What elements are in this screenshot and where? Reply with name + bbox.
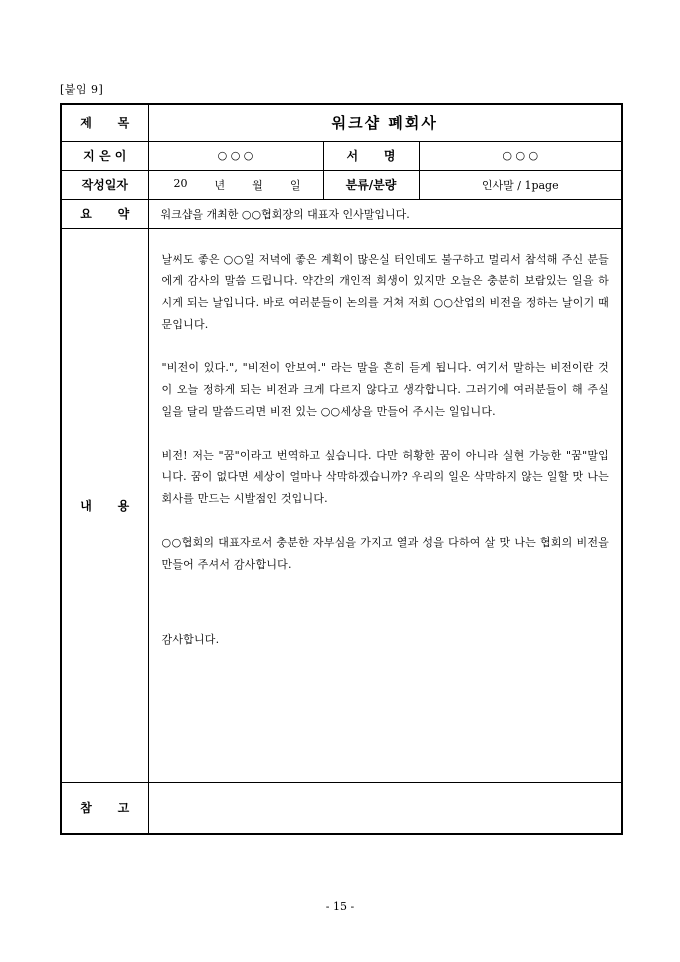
summary-value: 워크샵을 개최한 ○○협회장의 대표자 인사말입니다. (148, 199, 622, 228)
content-row (61, 228, 622, 782)
date-year: 20 (173, 176, 188, 190)
note-value (148, 782, 622, 834)
page-number: - 15 - (325, 900, 355, 913)
attachment-label: [붙임 9] (60, 83, 104, 96)
content-paragraph-3: 비전! 저는 "꿈"이라고 번역하고 싶습니다. 다만 허황한 꿈이 아니라 실현 가능한 "꿈"말입니다. 꿈이 없다면 세상이 얼마나 삭막하겠습니까? 우리의 일은 삭막하지 않는 일할 맛 나는 회사를 만드는 시발점인 것입니다. (161, 448, 609, 506)
content-label: 내 용 (61, 228, 148, 782)
sign-label: 서 명 (323, 141, 419, 170)
author-value: ○ ○ ○ (148, 141, 323, 170)
date-month-unit: 월 (252, 178, 263, 192)
content-paragraph-1: 날씨도 좋은 ○○일 저녁에 좋은 계획이 많은실 터인데도 불구하고 멀리서 참석해 주신 분들에게 감사의 말씀 드립니다. 약간의 개인적 희생이 있지만 오늘은 충분히 보람있는 일을 하시게 되는 날입니다. 바로 여러분들이 논의를 거쳐 저희 ○○산업의 비전을 정하는 날이기 때문입니다. (161, 252, 609, 331)
author-label: 지 은 이 (61, 141, 148, 170)
date-label: 작성일자 (61, 170, 148, 199)
title-row (61, 104, 622, 141)
category-label: 분류/분량 (323, 170, 419, 199)
note-row (61, 782, 622, 834)
content-closing: 감사합니다. (161, 633, 220, 647)
date-year-unit: 년 (214, 178, 226, 192)
summary-row (61, 199, 622, 228)
note-label: 참 고 (61, 782, 148, 834)
content-paragraph-2: "비전이 있다.", "비전이 안보여." 라는 말을 흔히 듣게 됩니다. 여기서 말하는 비전이란 것이 오늘 정하게 되는 비전과 크게 다르지 않다고 생각합니다. 그러기에 여러분들이 해 주실 일을 달리 말씀드리면 비전 있는 ○○세상을 만들어 주시는 일입니다. (161, 361, 609, 419)
author-row (61, 141, 622, 170)
sign-value: ○ ○ ○ (419, 141, 622, 170)
date-value (148, 170, 323, 199)
content-body (148, 228, 622, 782)
category-value: 인사말 / 1page (419, 170, 622, 199)
date-row (61, 170, 622, 199)
title-value: 워크샵 폐회사 (148, 104, 622, 141)
date-day-unit: 일 (289, 178, 301, 192)
summary-label: 요 약 (61, 199, 148, 228)
content-paragraph-4: ○○협회의 대표자로서 충분한 자부심을 가지고 열과 성을 다하여 살 맛 나는 협회의 비전을 만들어 주셔서 감사합니다. (161, 535, 609, 571)
document-form-table (60, 103, 623, 835)
title-label: 제 목 (61, 104, 148, 141)
